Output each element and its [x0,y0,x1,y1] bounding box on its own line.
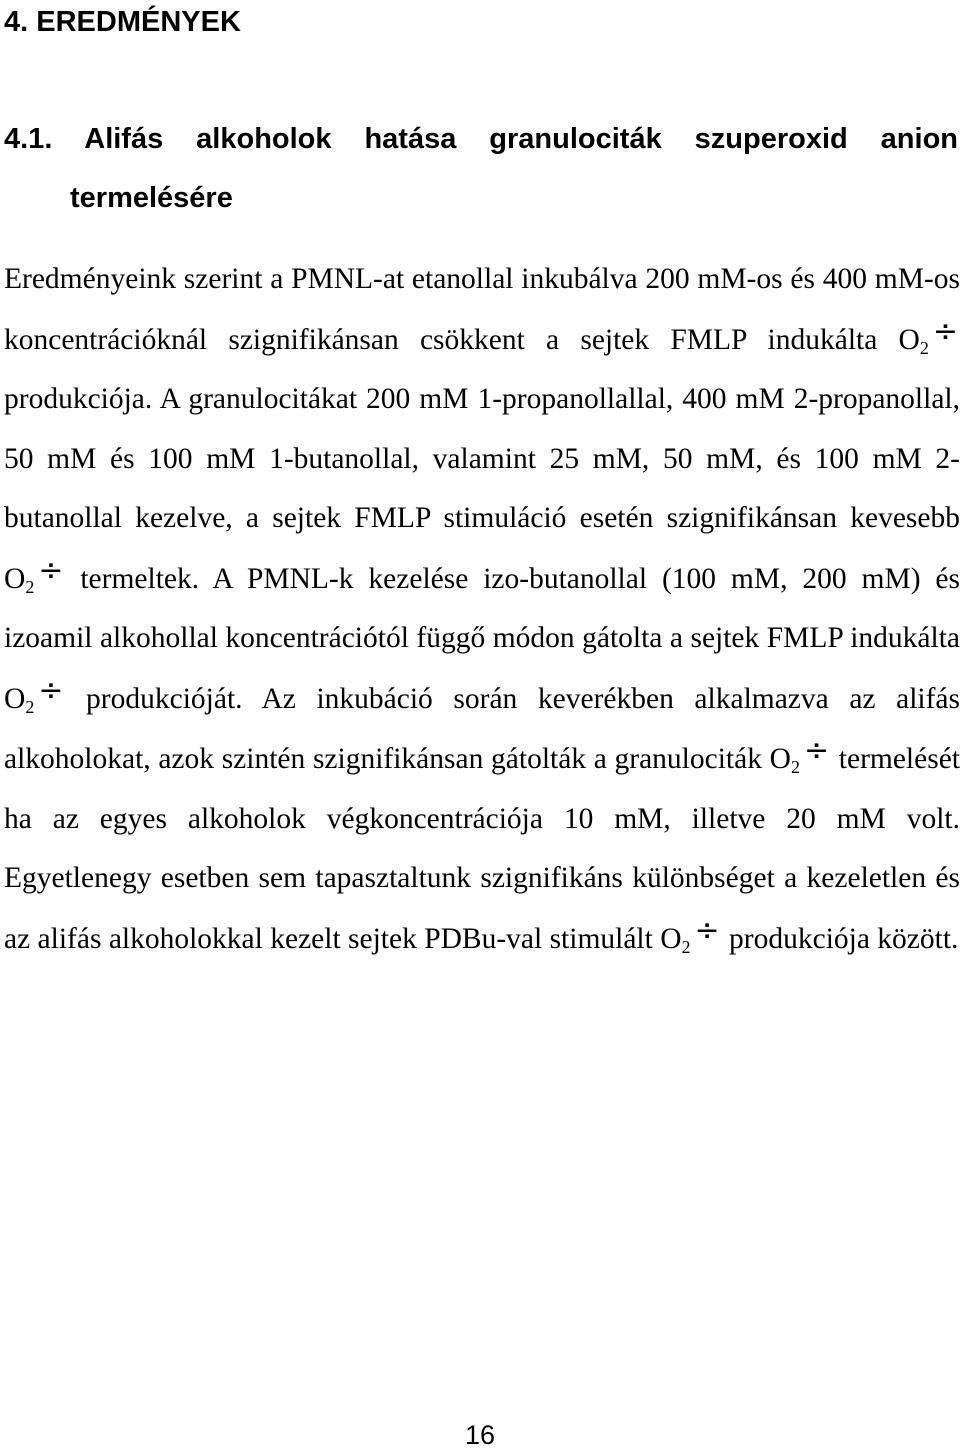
subsection-heading-line-1 [4,110,958,169]
subsection-title-line-1: Alifás alkoholok hatása granulociták szuperoxid anion [84,123,959,155]
superoxide-formula [769,733,831,777]
formula-element: O [4,682,26,715]
subsection-heading [4,110,958,228]
formula-element: O [660,922,682,955]
formula-element: O [4,562,26,595]
subsection-number: 4.1. [4,123,53,155]
radical-sign-icon: ÷ [803,733,830,768]
paragraph-text-1: Eredményeink szerint a PMNL-at etanollal inkubálva 200 mM-os és 400 mM-os koncentrációknál szignifikánsan csökkent a sejtek FMLP indukálta [4,263,960,356]
paragraph-text-4: produkcióját. Az inkubáció során keverékben alkalmazva az alifás alkoholokat, azok szintén szignifikánsan gátolták a granulociták [4,682,960,775]
radical-sign-icon: ÷ [932,313,958,349]
formula-element: O [769,743,791,775]
results-paragraph [4,250,960,969]
page-number: 16 [464,1420,496,1450]
paragraph-text-3: termeltek. A PMNL-k kezelése izo-butanollal (100 mM, 200 mM) és izoamil alkohollal koncentrációtól függő módon gátolta a sejtek FMLP indukálta [4,562,960,654]
formula-subscript: 2 [790,757,800,777]
paragraph-text-6: produkciója között. [729,922,959,955]
formula-element: O [898,323,920,356]
superoxide-formula [4,672,65,717]
formula-subscript: 2 [919,337,929,358]
paragraph-text-5: termelését ha az egyes alkoholok végkoncentrációja 10 mM, illetve 20 mM volt. Egyetlenegy esetben sem tapasztaltunk szignifikáns különbséget a kezeletlen és az alifás alkoholokkal kezelt sejtek PDBu-val stimulált [4,743,960,955]
radical-sign-icon: ÷ [38,552,64,588]
radical-sign-icon: ÷ [38,672,64,708]
superoxide-formula [4,552,65,597]
formula-subscript: 2 [681,936,691,957]
formula-subscript: 2 [25,696,35,717]
radical-sign-icon: ÷ [694,912,720,948]
superoxide-formula [660,912,721,957]
subsection-title-line-2: termelésére [70,182,233,214]
formula-subscript: 2 [25,576,35,597]
paragraph-text-2: produkciója. A granulocitákat 200 mM 1-propanollallal, 400 mM 2-propanollal, 50 mM és 100 mM 1-butanollal, valamint 25 mM, 50 mM, és 100 mM 2-butanollal kezelve, a sejtek FMLP stimuláció esetén szignifikánsan kevesebb [4,383,960,534]
section-heading: 4. EREDMÉNYEK [4,6,241,38]
superoxide-formula [898,313,960,358]
